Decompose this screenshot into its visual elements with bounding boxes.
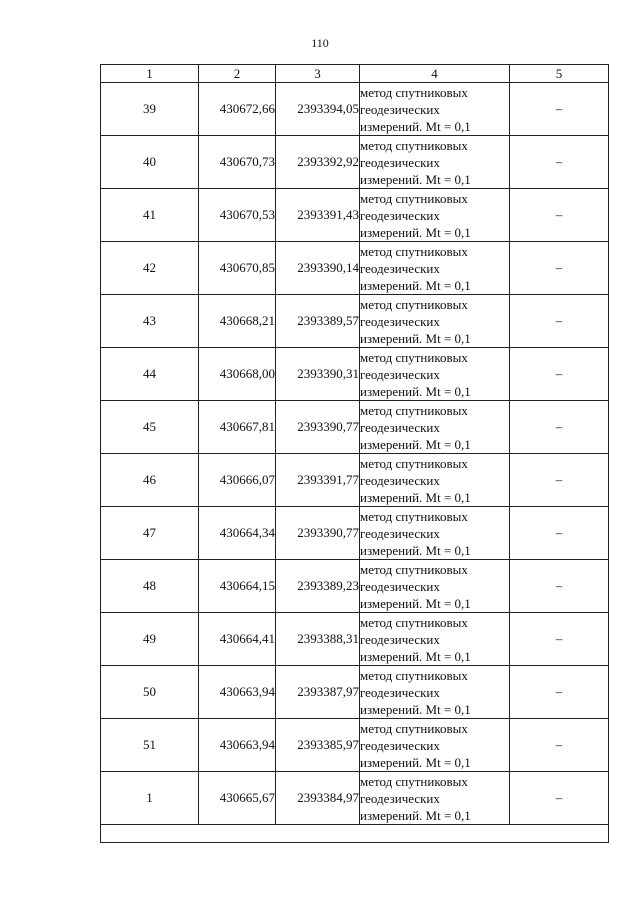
x-coordinate-cell: 430672,66 xyxy=(199,83,276,136)
table-row xyxy=(101,348,609,401)
empty-row xyxy=(101,825,609,843)
y-coordinate-cell: 2393384,97 xyxy=(276,772,360,825)
method-text-line: геодезических xyxy=(360,419,440,435)
method-text-line: геодезических xyxy=(360,790,440,806)
point-number-cell: 45 xyxy=(101,401,199,454)
method-text-line: геодезических xyxy=(360,154,440,170)
column-header: 3 xyxy=(276,65,360,83)
point-number-cell: 44 xyxy=(101,348,199,401)
y-coordinate-cell: 2393390,14 xyxy=(276,242,360,295)
method-cell xyxy=(360,772,510,825)
point-number-cell: 48 xyxy=(101,560,199,613)
method-text-line: измерений. Mt = 0,1 xyxy=(360,489,471,505)
method-text-line: геодезических xyxy=(360,737,440,753)
method-text-line: измерений. Mt = 0,1 xyxy=(360,383,471,399)
y-coordinate-cell: 2393394,05 xyxy=(276,83,360,136)
table-row xyxy=(101,401,609,454)
table-row xyxy=(101,666,609,719)
x-coordinate-cell: 430668,21 xyxy=(199,295,276,348)
method-text-line: измерений. Mt = 0,1 xyxy=(360,595,471,611)
method-text-line: геодезических xyxy=(360,260,440,276)
description-cell: – xyxy=(510,242,609,295)
method-text-line: метод спутниковых xyxy=(360,296,468,312)
x-coordinate-cell: 430663,94 xyxy=(199,666,276,719)
method-text-line: метод спутниковых xyxy=(360,720,468,736)
table-row xyxy=(101,189,609,242)
method-text-line: метод спутниковых xyxy=(360,243,468,259)
method-text-line: геодезических xyxy=(360,472,440,488)
x-coordinate-cell: 430664,15 xyxy=(199,560,276,613)
method-text-line: метод спутниковых xyxy=(360,455,468,471)
y-coordinate-cell: 2393392,92 xyxy=(276,136,360,189)
table-row xyxy=(101,560,609,613)
x-coordinate-cell: 430664,34 xyxy=(199,507,276,560)
method-text-line: геодезических xyxy=(360,631,440,647)
method-text-line: метод спутниковых xyxy=(360,508,468,524)
description-cell: – xyxy=(510,719,609,772)
method-text-line: измерений. Mt = 0,1 xyxy=(360,807,471,823)
description-cell: – xyxy=(510,560,609,613)
coordinates-table xyxy=(100,64,609,843)
method-cell xyxy=(360,401,510,454)
description-cell: – xyxy=(510,613,609,666)
method-cell xyxy=(360,136,510,189)
point-number-cell: 49 xyxy=(101,613,199,666)
page-number: 110 xyxy=(311,36,329,50)
description-cell: – xyxy=(510,295,609,348)
method-cell xyxy=(360,719,510,772)
method-text-line: геодезических xyxy=(360,366,440,382)
description-cell: – xyxy=(510,348,609,401)
table-row xyxy=(101,136,609,189)
y-coordinate-cell: 2393387,97 xyxy=(276,666,360,719)
method-text-line: метод спутниковых xyxy=(360,84,468,100)
table-row xyxy=(101,613,609,666)
y-coordinate-cell: 2393388,31 xyxy=(276,613,360,666)
method-text-line: измерений. Mt = 0,1 xyxy=(360,118,471,134)
x-coordinate-cell: 430667,81 xyxy=(199,401,276,454)
x-coordinate-cell: 430670,85 xyxy=(199,242,276,295)
method-text-line: измерений. Mt = 0,1 xyxy=(360,648,471,664)
description-cell: – xyxy=(510,189,609,242)
table-row xyxy=(101,772,609,825)
method-text-line: геодезических xyxy=(360,207,440,223)
y-coordinate-cell: 2393390,77 xyxy=(276,507,360,560)
point-number-cell: 1 xyxy=(101,772,199,825)
method-cell xyxy=(360,189,510,242)
method-text-line: метод спутниковых xyxy=(360,561,468,577)
empty-cell xyxy=(101,825,609,843)
y-coordinate-cell: 2393390,77 xyxy=(276,401,360,454)
description-cell: – xyxy=(510,454,609,507)
y-coordinate-cell: 2393391,77 xyxy=(276,454,360,507)
method-text-line: измерений. Mt = 0,1 xyxy=(360,542,471,558)
method-text-line: метод спутниковых xyxy=(360,137,468,153)
column-header: 1 xyxy=(101,65,199,83)
method-cell xyxy=(360,348,510,401)
method-cell xyxy=(360,507,510,560)
x-coordinate-cell: 430668,00 xyxy=(199,348,276,401)
x-coordinate-cell: 430670,53 xyxy=(199,189,276,242)
method-text-line: геодезических xyxy=(360,684,440,700)
method-cell xyxy=(360,560,510,613)
description-cell: – xyxy=(510,83,609,136)
table-body xyxy=(101,65,609,843)
y-coordinate-cell: 2393385,97 xyxy=(276,719,360,772)
description-cell: – xyxy=(510,666,609,719)
method-text-line: метод спутниковых xyxy=(360,190,468,206)
method-text-line: измерений. Mt = 0,1 xyxy=(360,277,471,293)
description-cell: – xyxy=(510,401,609,454)
method-cell xyxy=(360,83,510,136)
method-text-line: измерений. Mt = 0,1 xyxy=(360,171,471,187)
method-cell xyxy=(360,666,510,719)
y-coordinate-cell: 2393389,57 xyxy=(276,295,360,348)
x-coordinate-cell: 430664,41 xyxy=(199,613,276,666)
point-number-cell: 42 xyxy=(101,242,199,295)
column-header: 4 xyxy=(360,65,510,83)
method-text-line: измерений. Mt = 0,1 xyxy=(360,330,471,346)
point-number-cell: 47 xyxy=(101,507,199,560)
method-text-line: метод спутниковых xyxy=(360,773,468,789)
method-text-line: измерений. Mt = 0,1 xyxy=(360,701,471,717)
method-text-line: измерений. Mt = 0,1 xyxy=(360,224,471,240)
x-coordinate-cell: 430663,94 xyxy=(199,719,276,772)
x-coordinate-cell: 430670,73 xyxy=(199,136,276,189)
method-text-line: геодезических xyxy=(360,525,440,541)
table-row xyxy=(101,454,609,507)
table-row xyxy=(101,507,609,560)
table-row xyxy=(101,719,609,772)
method-text-line: метод спутниковых xyxy=(360,667,468,683)
method-text-line: метод спутниковых xyxy=(360,349,468,365)
method-text-line: геодезических xyxy=(360,101,440,117)
column-header: 5 xyxy=(510,65,609,83)
method-cell xyxy=(360,454,510,507)
point-number-cell: 51 xyxy=(101,719,199,772)
point-number-cell: 43 xyxy=(101,295,199,348)
method-text-line: метод спутниковых xyxy=(360,614,468,630)
description-cell: – xyxy=(510,507,609,560)
description-cell: – xyxy=(510,136,609,189)
method-text-line: геодезических xyxy=(360,578,440,594)
y-coordinate-cell: 2393390,31 xyxy=(276,348,360,401)
method-text-line: метод спутниковых xyxy=(360,402,468,418)
y-coordinate-cell: 2393389,23 xyxy=(276,560,360,613)
point-number-cell: 50 xyxy=(101,666,199,719)
method-text-line: измерений. Mt = 0,1 xyxy=(360,436,471,452)
table-row xyxy=(101,295,609,348)
x-coordinate-cell: 430666,07 xyxy=(199,454,276,507)
point-number-cell: 46 xyxy=(101,454,199,507)
method-cell xyxy=(360,295,510,348)
method-text-line: геодезических xyxy=(360,313,440,329)
table-row xyxy=(101,83,609,136)
table-row xyxy=(101,242,609,295)
method-cell xyxy=(360,613,510,666)
point-number-cell: 39 xyxy=(101,83,199,136)
column-header: 2 xyxy=(199,65,276,83)
method-cell xyxy=(360,242,510,295)
description-cell: – xyxy=(510,772,609,825)
method-text-line: измерений. Mt = 0,1 xyxy=(360,754,471,770)
y-coordinate-cell: 2393391,43 xyxy=(276,189,360,242)
point-number-cell: 40 xyxy=(101,136,199,189)
x-coordinate-cell: 430665,67 xyxy=(199,772,276,825)
point-number-cell: 41 xyxy=(101,189,199,242)
table-header-row xyxy=(101,65,609,83)
